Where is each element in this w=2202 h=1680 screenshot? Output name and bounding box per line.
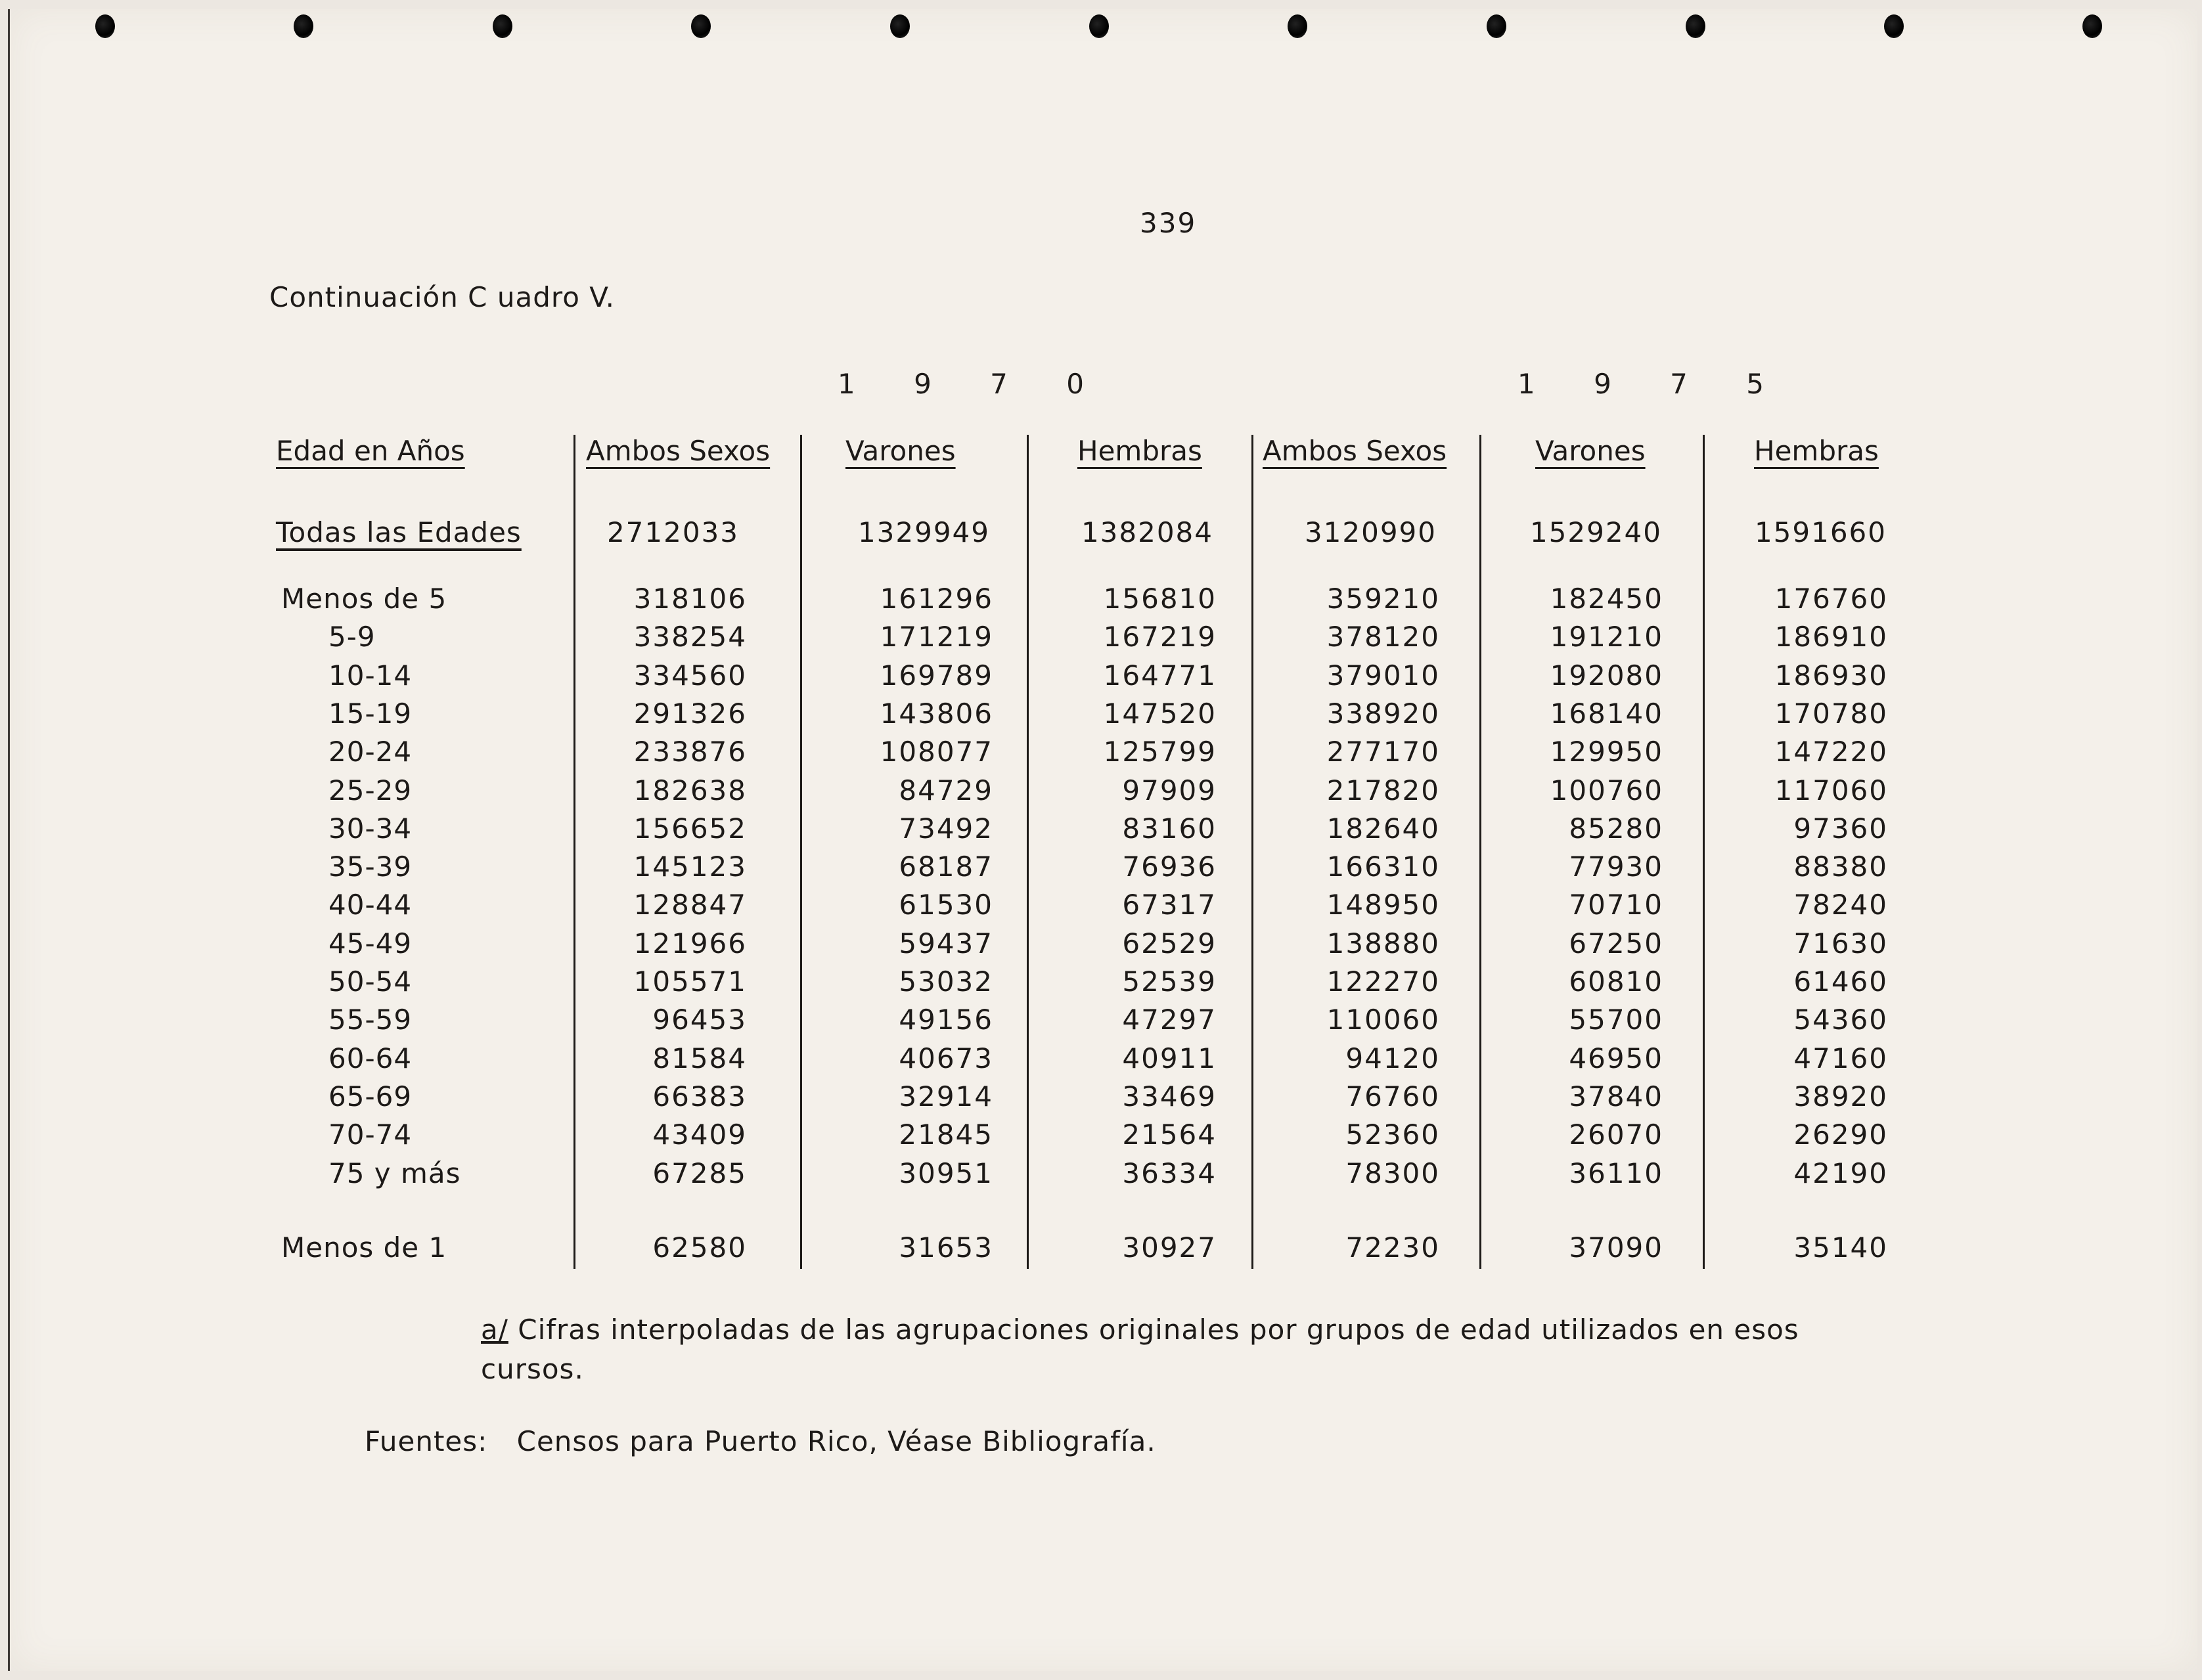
infant-value: 62580 <box>652 1231 747 1264</box>
table-cell: 62529 <box>1122 927 1217 960</box>
table-cell: 145123 <box>633 851 747 883</box>
table-cell: 96453 <box>652 1004 747 1036</box>
age-group-label: 10-14 <box>328 659 413 692</box>
age-group-label: 50-54 <box>328 965 413 998</box>
header-varones-1975: Varones <box>1535 435 1646 467</box>
table-cell: 46950 <box>1569 1042 1663 1074</box>
table-row <box>0 1157 2202 1194</box>
age-group-label: 5-9 <box>328 621 376 653</box>
table-cell: 71630 <box>1793 927 1888 960</box>
table-cell: 38920 <box>1793 1080 1888 1113</box>
table-cell: 138880 <box>1326 927 1440 960</box>
binder-hole <box>493 14 512 38</box>
table-row <box>0 697 2202 734</box>
table-cell: 77930 <box>1569 851 1663 883</box>
age-group-label: 45-49 <box>328 927 413 960</box>
table-cell: 379010 <box>1326 659 1440 692</box>
total-value: 1529240 <box>1529 516 1662 548</box>
age-group-label: 55-59 <box>328 1004 413 1036</box>
table-cell: 85280 <box>1569 812 1663 845</box>
footnote-text: Cifras interpoladas de las agrupaciones originales por grupos de edad utilizados en esos cursos. <box>481 1314 1799 1385</box>
table-cell: 21845 <box>899 1118 993 1151</box>
table-cell: 88380 <box>1793 851 1888 883</box>
table-cell: 338254 <box>633 621 747 653</box>
age-group-label: 20-24 <box>328 736 413 768</box>
age-group-label: 30-34 <box>328 812 413 845</box>
table-cell: 338920 <box>1326 697 1440 730</box>
binder-hole <box>1884 14 1904 38</box>
footnote <box>481 1310 1900 1389</box>
table-cell: 169789 <box>880 659 993 692</box>
table-cell: 334560 <box>633 659 747 692</box>
table-cell: 182450 <box>1550 583 1663 615</box>
total-value: 1329949 <box>857 516 990 548</box>
table-cell: 378120 <box>1326 621 1440 653</box>
table-cell: 61530 <box>899 889 993 921</box>
table-cell: 33469 <box>1122 1080 1217 1113</box>
table-cell: 70710 <box>1569 889 1663 921</box>
table-row <box>0 812 2202 849</box>
table-cell: 54360 <box>1793 1004 1888 1036</box>
table-cell: 52539 <box>1122 965 1217 998</box>
page-number: 339 <box>1140 207 1197 239</box>
table-cell: 76936 <box>1122 851 1217 883</box>
binder-hole <box>1288 14 1307 38</box>
table-cell: 81584 <box>652 1042 747 1074</box>
binder-hole <box>691 14 711 38</box>
table-cell: 43409 <box>652 1118 747 1151</box>
table-cell: 182640 <box>1326 812 1440 845</box>
infant-value: 30927 <box>1122 1231 1217 1264</box>
table-cell: 60810 <box>1569 965 1663 998</box>
table-row <box>0 1004 2202 1040</box>
table-cell: 156810 <box>1103 583 1217 615</box>
table-cell: 192080 <box>1550 659 1663 692</box>
table-cell: 359210 <box>1326 583 1440 615</box>
table-cell: 117060 <box>1774 774 1888 807</box>
binder-hole <box>1686 14 1705 38</box>
table-cell: 84729 <box>899 774 993 807</box>
table-cell: 97360 <box>1793 812 1888 845</box>
table-cell: 129950 <box>1550 736 1663 768</box>
table-cell: 176760 <box>1774 583 1888 615</box>
table-cell: 21564 <box>1122 1118 1217 1151</box>
table-cell: 191210 <box>1550 621 1663 653</box>
table-cell: 97909 <box>1122 774 1217 807</box>
table-cell: 122270 <box>1326 965 1440 998</box>
binder-hole <box>294 14 313 38</box>
binder-hole <box>1089 14 1109 38</box>
age-group-label: 70-74 <box>328 1118 413 1151</box>
sources-label: Fuentes: <box>365 1425 488 1457</box>
age-group-label: 25-29 <box>328 774 413 807</box>
table-caption: Continuación C uadro V. <box>269 281 615 313</box>
footnote-mark: a/ <box>481 1314 508 1346</box>
table-cell: 47297 <box>1122 1004 1217 1036</box>
binder-hole <box>1487 14 1506 38</box>
year-heading-1975: 1 9 7 5 <box>1517 368 1789 400</box>
table-cell: 73492 <box>899 812 993 845</box>
header-varones-1970: Varones <box>845 435 956 467</box>
table-cell: 42190 <box>1793 1157 1888 1189</box>
table-row <box>0 927 2202 964</box>
table-cell: 37840 <box>1569 1080 1663 1113</box>
table-cell: 83160 <box>1122 812 1217 845</box>
table-cell: 167219 <box>1103 621 1217 653</box>
table-cell: 94120 <box>1345 1042 1440 1074</box>
table-cell: 59437 <box>899 927 993 960</box>
table-row <box>0 583 2202 619</box>
header-ambos-1970: Ambos Sexos <box>586 435 771 467</box>
table-cell: 67250 <box>1569 927 1663 960</box>
infant-value: 35140 <box>1793 1231 1888 1264</box>
table-cell: 53032 <box>899 965 993 998</box>
table-cell: 128847 <box>633 889 747 921</box>
binder-hole <box>2082 14 2102 38</box>
table-cell: 164771 <box>1103 659 1217 692</box>
table-cell: 40911 <box>1122 1042 1217 1074</box>
table-cell: 68187 <box>899 851 993 883</box>
table-cell: 156652 <box>633 812 747 845</box>
infant-value: 37090 <box>1569 1231 1663 1264</box>
table-row <box>0 851 2202 887</box>
table-cell: 186930 <box>1774 659 1888 692</box>
table-cell: 143806 <box>880 697 993 730</box>
table-cell: 233876 <box>633 736 747 768</box>
table-row <box>0 1118 2202 1155</box>
table-row <box>0 889 2202 925</box>
table-cell: 147520 <box>1103 697 1217 730</box>
table-cell: 148950 <box>1326 889 1440 921</box>
header-hembras-1975: Hembras <box>1754 435 1879 467</box>
table-cell: 40673 <box>899 1042 993 1074</box>
table-cell: 36334 <box>1122 1157 1217 1189</box>
table-cell: 166310 <box>1326 851 1440 883</box>
table-cell: 26290 <box>1793 1118 1888 1151</box>
infant-value: 31653 <box>899 1231 993 1264</box>
table-cell: 78240 <box>1793 889 1888 921</box>
table-cell: 61460 <box>1793 965 1888 998</box>
year-heading-1970: 1 9 7 0 <box>838 368 1109 400</box>
table-cell: 30951 <box>899 1157 993 1189</box>
infant-age-label: Menos de 1 <box>281 1231 447 1264</box>
table-cell: 76760 <box>1345 1080 1440 1113</box>
table-row <box>0 774 2202 811</box>
table-cell: 78300 <box>1345 1157 1440 1189</box>
table-cell: 110060 <box>1326 1004 1440 1036</box>
binder-hole <box>890 14 910 38</box>
table-cell: 26070 <box>1569 1118 1663 1151</box>
total-value: 3120990 <box>1304 516 1437 548</box>
header-age: Edad en Años <box>276 435 465 467</box>
age-group-label: 60-64 <box>328 1042 413 1074</box>
total-value: 1591660 <box>1754 516 1887 548</box>
table-row <box>0 659 2202 696</box>
sources-note <box>365 1425 1156 1457</box>
binder-holes <box>0 14 2202 41</box>
table-cell: 217820 <box>1326 774 1440 807</box>
table-cell: 52360 <box>1345 1118 1440 1151</box>
table-cell: 49156 <box>899 1004 993 1036</box>
table-cell: 186910 <box>1774 621 1888 653</box>
total-age-label: Todas las Edades <box>276 516 522 548</box>
age-group-label: 15-19 <box>328 697 413 730</box>
table-cell: 66383 <box>652 1080 747 1113</box>
age-group-label: 65-69 <box>328 1080 413 1113</box>
table-cell: 55700 <box>1569 1004 1663 1036</box>
table-cell: 105571 <box>633 965 747 998</box>
table-cell: 36110 <box>1569 1157 1663 1189</box>
table-cell: 170780 <box>1774 697 1888 730</box>
table-cell: 125799 <box>1103 736 1217 768</box>
binder-hole <box>95 14 115 38</box>
table-cell: 168140 <box>1550 697 1663 730</box>
infant-value: 72230 <box>1345 1231 1440 1264</box>
header-hembras-1970: Hembras <box>1077 435 1202 467</box>
table-cell: 67317 <box>1122 889 1217 921</box>
table-cell: 161296 <box>880 583 993 615</box>
table-row <box>0 1080 2202 1117</box>
table-row <box>0 965 2202 1002</box>
table-cell: 147220 <box>1774 736 1888 768</box>
table-cell: 291326 <box>633 697 747 730</box>
table-cell: 47160 <box>1793 1042 1888 1074</box>
total-value: 1382084 <box>1081 516 1213 548</box>
table-cell: 32914 <box>899 1080 993 1113</box>
sources-text: Censos para Puerto Rico, Véase Bibliografía. <box>516 1425 1156 1457</box>
age-group-label: 35-39 <box>328 851 413 883</box>
total-row <box>0 516 2202 553</box>
table-row <box>0 736 2202 772</box>
table-cell: 318106 <box>633 583 747 615</box>
table-cell: 171219 <box>880 621 993 653</box>
table-cell: 100760 <box>1550 774 1663 807</box>
table-cell: 121966 <box>633 927 747 960</box>
table-cell: 108077 <box>880 736 993 768</box>
age-group-label: 75 y más <box>328 1157 461 1189</box>
age-group-label: 40-44 <box>328 889 413 921</box>
table-cell: 67285 <box>652 1157 747 1189</box>
header-ambos-1975: Ambos Sexos <box>1263 435 1447 467</box>
infant-row <box>0 1231 2202 1268</box>
table-row <box>0 1042 2202 1079</box>
table-row <box>0 621 2202 657</box>
table-cell: 182638 <box>633 774 747 807</box>
table-cell: 277170 <box>1326 736 1440 768</box>
age-group-label: Menos de 5 <box>281 583 447 615</box>
total-value: 2712033 <box>606 516 739 548</box>
